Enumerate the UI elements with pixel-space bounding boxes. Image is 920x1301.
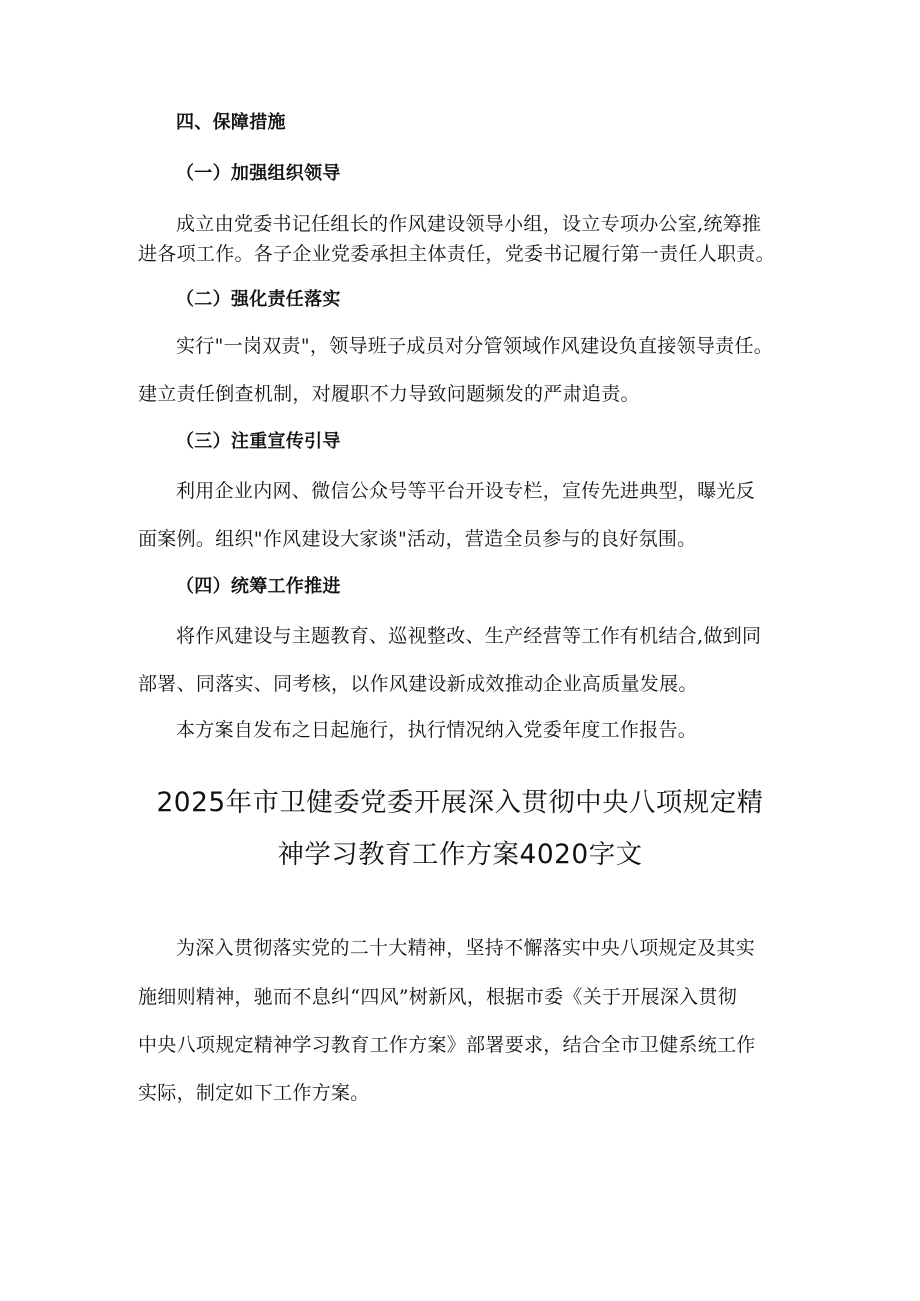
subsection-heading-2: （二）强化责任落实 — [176, 289, 341, 310]
paragraph-line: 将作风建设与主题教育、巡视整改、生产经营等工作有机结合,做到同 — [176, 625, 762, 647]
closing-statement: 本方案自发布之日起施行，执行情况纳入党委年度工作报告。 — [176, 719, 698, 741]
paragraph-line: 面案例。组织"作风建设大家谈"活动，营造全员参与的良好氛围。 — [138, 528, 697, 550]
paragraph-line: 建立责任倒查机制，对履职不力导致问题频发的严肃追责。 — [138, 383, 640, 405]
intro-line: 中央八项规定精神学习教育工作方案》部署要求，结合全市卫健系统工作 — [138, 1034, 756, 1056]
paragraph-line: 进各项工作。各子企业党委承担主体责任，党委书记履行第一责任人职责。 — [138, 243, 775, 265]
document-title-line-1: 2025年市卫健委党委开展深入贯彻中央八项规定精 — [156, 787, 764, 818]
paragraph-line: 实行"一岗双责"，领导班子成员对分管领域作风建设负直接领导责任。 — [176, 335, 774, 357]
intro-line: 施细则精神，驰而不息纠“四风”树新风，根据市委《关于开展深入贯彻 — [138, 986, 738, 1008]
intro-line: 为深入贯彻落实党的二十大精神，坚持不懈落实中央八项规定及其实 — [176, 937, 756, 959]
paragraph-line: 成立由党委书记任组长的作风建设领导小组，设立专项办公室,统筹推 — [176, 213, 762, 235]
subsection-heading-3: （三）注重宣传引导 — [176, 431, 341, 452]
paragraph-line: 利用企业内网、微信公众号等平台开设专栏，宣传先进典型，曝光反 — [176, 480, 756, 502]
document-title-line-2: 神学习教育工作方案4020字文 — [277, 839, 643, 870]
subsection-heading-1: （一）加强组织领导 — [176, 163, 341, 184]
paragraph-line: 部署、同落实、同考核，以作风建设新成效推动企业高质量发展。 — [138, 673, 698, 695]
intro-line: 实际，制定如下工作方案。 — [138, 1082, 370, 1104]
section-heading: 四、保障措施 — [176, 112, 286, 133]
subsection-heading-4: （四）统筹工作推进 — [176, 576, 341, 597]
